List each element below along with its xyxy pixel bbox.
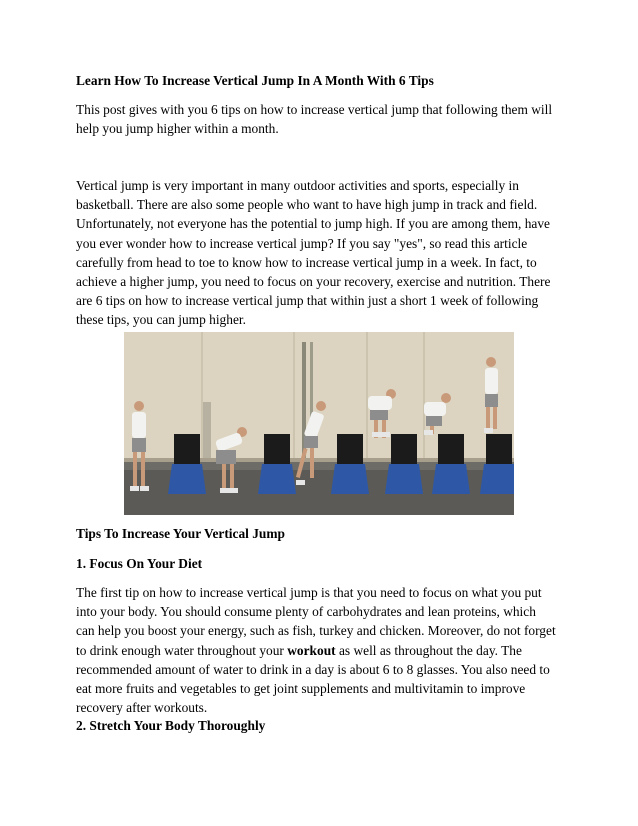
tip2-heading: 2. Stretch Your Body Thoroughly [76,718,266,733]
tip1-line-before: to drink enough water throughout your [76,642,288,658]
body-line: basketball. There are also some people who want to have high jump in track and field. [76,197,538,213]
body-line: Vertical jump is very important in many outdoor activities and sports, especially in [76,178,519,193]
intro-line: This post gives with you 6 tips on how to increase vertical jump that following them will [76,102,553,117]
tip1-line: recovery after workouts. [76,700,208,716]
tip1-line: recommended amount of water to drink in a day is about 6 to 8 glasses. You also need to [76,661,550,677]
tip1-line: eat more fruits and vegetables to get joint supplements and multivitamin to improve [76,681,526,697]
body-line: Unfortunately, not everyone has the potential to jump high. If you are among them, have [76,216,550,232]
body-line: are 6 tips on how to increase vertical jump that within just a short 1 week of following [76,293,539,309]
tip1-line: The first tip on how to increase vertical jump is that you need to focus on what you put [76,585,542,600]
tip1-line-with-bold [76,641,566,660]
tip1-heading: 1. Focus On Your Diet [76,556,203,571]
tip1-paragraph [76,583,566,717]
article-title: Learn How To Increase Vertical Jump In A Month With 6 Tips [76,73,434,88]
body-line: achieve a higher jump, you need to focus on your recovery, exercise and nutrition. There [76,274,551,290]
intro-paragraph [76,100,566,138]
intro-line: help you jump higher within a month. [76,121,279,137]
tip1-line: can help you boost your energy, such as fish, turkey and chicken. Moreover, do not forget [76,623,556,639]
section-title: Tips To Increase Your Vertical Jump [76,526,285,541]
body-paragraph [76,176,566,330]
body-line: carefully from head to toe to know how to increase vertical jump in a week. In fact, to [76,254,537,270]
body-line: you ever wonder how to increase vertical jump? If you say "yes", so read this article [76,235,528,251]
body-line: these tips, you can jump higher. [76,312,246,328]
workout-bold-text: workout [287,642,336,658]
tip1-line: into your body. You should consume plenty of carbohydrates and lean proteins, which [76,604,536,620]
tip1-line-after: as well as throughout the day. The [335,642,522,658]
jump-sequence-photo [124,332,514,515]
